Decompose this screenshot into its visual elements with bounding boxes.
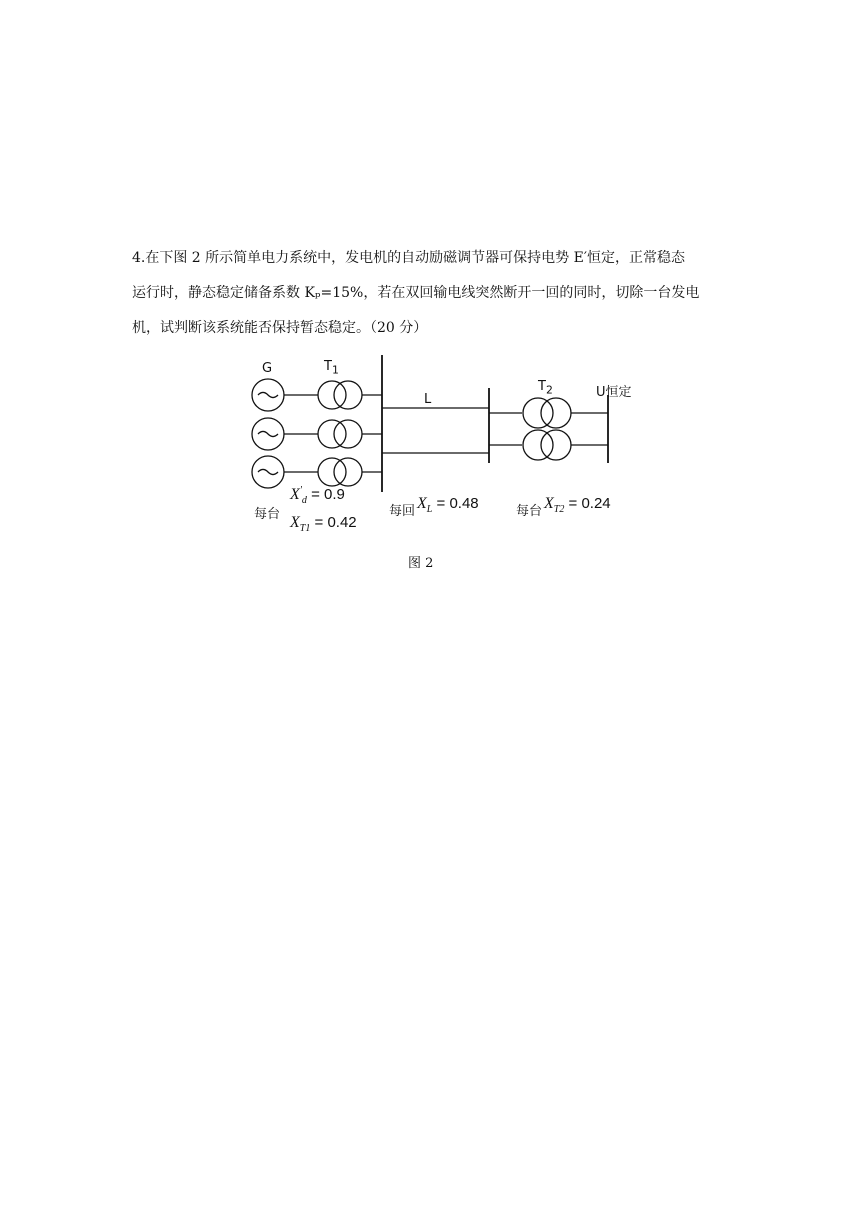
question-line-3: 机，试判断该系统能否保持暂态稳定。（20 分）	[132, 320, 428, 336]
label-each-unit-1: 每台	[254, 507, 281, 522]
question-line-2: 运行时，静态稳定储备系数 Kₚ=15%，若在双回输电线突然断开一回的同时，切除一台发电	[132, 285, 700, 301]
question-line-1: 4.在下图 2 所示简单电力系统中，发电机的自动励磁调节器可保持电势 E′恒定，正常稳态	[132, 250, 686, 266]
generator-2	[252, 418, 284, 450]
formula-xl: $X_L = 0.48$	[417, 495, 479, 515]
label-t2: $T_2$	[538, 379, 553, 397]
label-each-line: 每回	[389, 504, 416, 519]
label-each-unit-2: 每台	[516, 504, 543, 519]
label-u-constant: U恒定	[596, 385, 632, 400]
power-system-diagram	[246, 350, 646, 545]
label-g: G	[262, 361, 273, 376]
question-text	[132, 241, 732, 346]
transformer-t1-2	[318, 420, 362, 448]
transformer-t1-1	[318, 381, 362, 409]
formula-xt2: $X_{T2} = 0.24$	[544, 495, 611, 515]
label-l: L	[424, 392, 432, 407]
formula-xt1: $X_{T1} = 0.42$	[290, 514, 357, 534]
transformer-t1-3	[318, 458, 362, 486]
label-t1: $T_1$	[324, 359, 339, 377]
transformer-t2-2	[523, 430, 571, 460]
figure-caption: 图 2	[408, 556, 434, 571]
generator-3	[252, 456, 284, 488]
transformer-t2-1	[523, 398, 571, 428]
generator-1	[252, 379, 284, 411]
formula-xd: $X'_d = 0.9$	[290, 485, 345, 506]
